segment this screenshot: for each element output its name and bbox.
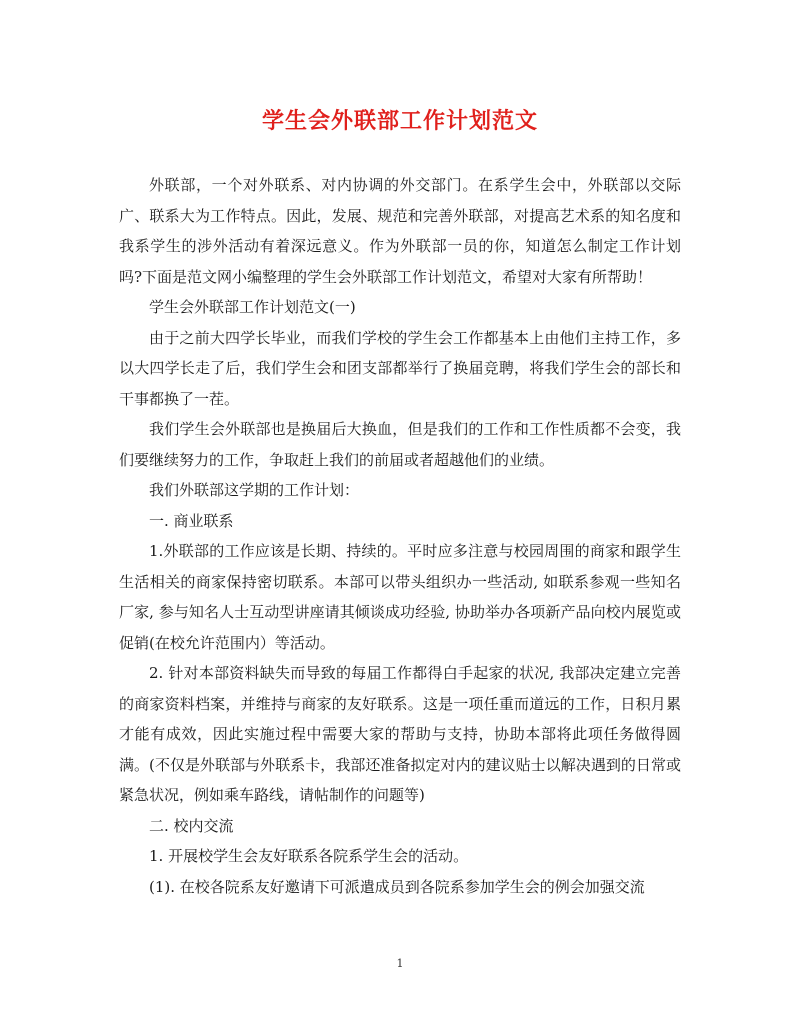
paragraph-renewal: 我们学生会外联部也是换届后大换血，但是我们的工作和工作性质都不会变，我们要继续努力的工作，争取赶上我们的前届或者超越他们的业绩。 [119,420,681,469]
document-body [119,170,681,902]
paragraph-campus-1-1: (1). 在校各院系友好邀请下可派遣成员到各院系参加学生会的例会加强交流 [149,877,645,896]
paragraph-business-2: 2. 针对本部资料缺失而导致的每届工作都得白手起家的状况, 我部决定建立完善的商家资料档案，并维持与商家的友好联系。这是一项任重而道远的工作，日积月累才能有成效，因此实施过程中需要大家的帮助与支持，协助本部将此项任务做得圆满。(不仅是外联部与外联系卡，我部还准备拟定对内的建议贴士以解决遇到的日常或紧急状况，例如乘车路线，请帖制作的问题等) [119,664,681,804]
page-number: 1 [396,957,404,970]
paragraph-business-1: 1.外联部的工作应该是长期、持续的。平时应多注意与校园周围的商家和跟学生生活相关的商家保持密切联系。本部可以带头组织办一些活动, 如联系参观一些知名厂家, 参与知名人士互动型讲座请其倾谈成功经验, 协助举办各项新产品向校内展览或促销(在校允许范围内）等活动。 [119,542,681,652]
section-heading-campus: 二. 校内交流 [149,816,234,835]
section-heading-business: 一. 商业联系 [149,511,234,530]
intro-paragraph: 外联部，一个对外联系、对内协调的外交部门。在系学生会中，外联部以交际广、联系大为工作特点。因此，发展、规范和完善外联部，对提高艺术系的知名度和我系学生的涉外活动有着深远意义。作为外联部一员的你，知道怎么制定工作计划吗?下面是范文网小编整理的学生会外联部工作计划范文，希望对大家有所帮助！ [119,176,681,286]
paragraph-plan-intro: 我们外联部这学期的工作计划： [149,481,360,499]
section-heading-plan-1: 学生会外联部工作计划范文(一) [149,298,356,316]
document-title: 学生会外联部工作计划范文 [261,108,538,134]
paragraph-campus-1: 1. 开展校学生会友好联系各院系学生会的活动。 [149,847,469,865]
paragraph-background: 由于之前大四学长毕业，而我们学校的学生会工作都基本上由他们主持工作，多以大四学长走了后，我们学生会和团支部都举行了换届竞聘，将我们学生会的部长和干事都换了一茬。 [119,328,681,408]
